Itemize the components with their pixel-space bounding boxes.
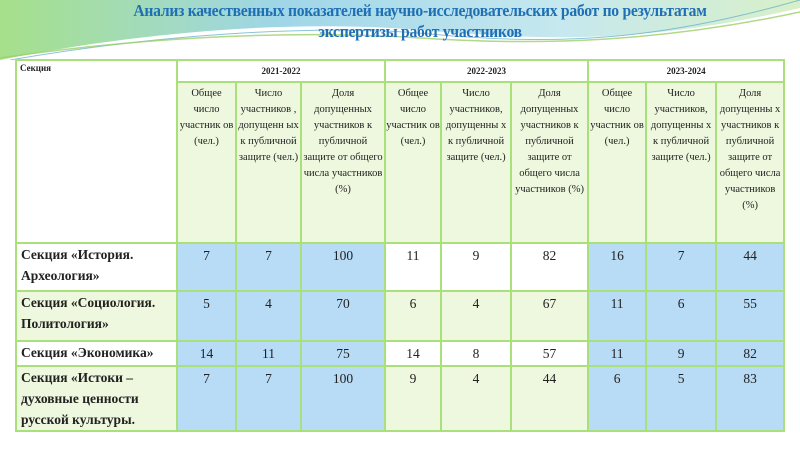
table-cell: 5 bbox=[646, 366, 716, 431]
table-cell: 5 bbox=[177, 291, 236, 341]
column-header: Доля допущенных участников к публичной защите от общего числа участников (%) bbox=[301, 82, 385, 243]
table-row bbox=[16, 341, 784, 366]
results-table bbox=[15, 59, 785, 432]
section-name: Секция «Истоки – духовные ценности русской культуры. bbox=[16, 366, 177, 431]
table-cell: 75 bbox=[301, 341, 385, 366]
table-cell: 11 bbox=[588, 291, 646, 341]
table-cell: 7 bbox=[646, 243, 716, 291]
table-cell: 4 bbox=[441, 366, 511, 431]
title-line-1: Анализ качественных показателей научно-исследовательских работ по результатам bbox=[133, 1, 707, 20]
table-cell: 7 bbox=[236, 366, 301, 431]
table-row bbox=[16, 366, 784, 431]
column-header: Число участников, допущенны х к публичной защите (чел.) bbox=[441, 82, 511, 243]
column-header: Общее число участник ов (чел.) bbox=[588, 82, 646, 243]
table-cell: 44 bbox=[716, 243, 784, 291]
table-row bbox=[16, 243, 784, 291]
table-cell: 9 bbox=[385, 366, 441, 431]
table-cell: 14 bbox=[385, 341, 441, 366]
section-name: Секция «История. Археология» bbox=[16, 243, 177, 291]
table-cell: 4 bbox=[441, 291, 511, 341]
column-header: Общее число участник ов (чел.) bbox=[385, 82, 441, 243]
table-cell: 6 bbox=[646, 291, 716, 341]
table-cell: 100 bbox=[301, 243, 385, 291]
column-header: Число участников , допущенн ых к публичной защите (чел.) bbox=[236, 82, 301, 243]
section-name: Секция «Экономика» bbox=[16, 341, 177, 366]
table-cell: 16 bbox=[588, 243, 646, 291]
year-header: 2022-2023 bbox=[385, 60, 588, 82]
table-cell: 8 bbox=[441, 341, 511, 366]
section-column-header: Секция bbox=[16, 60, 177, 243]
year-header: 2021-2022 bbox=[177, 60, 385, 82]
table-cell: 82 bbox=[716, 341, 784, 366]
section-name: Секция «Социология. Политология» bbox=[16, 291, 177, 341]
table-cell: 67 bbox=[511, 291, 588, 341]
year-header: 2023-2024 bbox=[588, 60, 784, 82]
table-cell: 7 bbox=[177, 243, 236, 291]
table-cell: 11 bbox=[385, 243, 441, 291]
table-cell: 4 bbox=[236, 291, 301, 341]
table-row bbox=[16, 291, 784, 341]
table-cell: 11 bbox=[588, 341, 646, 366]
table-cell: 70 bbox=[301, 291, 385, 341]
table-cell: 7 bbox=[236, 243, 301, 291]
table-cell: 14 bbox=[177, 341, 236, 366]
table-cell: 7 bbox=[177, 366, 236, 431]
table-cell: 55 bbox=[716, 291, 784, 341]
table-cell: 6 bbox=[385, 291, 441, 341]
table-cell: 82 bbox=[511, 243, 588, 291]
table-cell: 9 bbox=[646, 341, 716, 366]
table-cell: 83 bbox=[716, 366, 784, 431]
table-cell: 6 bbox=[588, 366, 646, 431]
title-line-2: экспертизы работ участников bbox=[318, 22, 522, 41]
table-cell: 57 bbox=[511, 341, 588, 366]
table-cell: 11 bbox=[236, 341, 301, 366]
table-cell: 9 bbox=[441, 243, 511, 291]
table-cell: 100 bbox=[301, 366, 385, 431]
column-header: Доля допущенны х участников к публичной защите от общего числа участников (%) bbox=[716, 82, 784, 243]
column-header: Число участников, допущенны х к публичной защите (чел.) bbox=[646, 82, 716, 243]
column-header: Доля допущенных участников к публичной защите от общего числа участников (%) bbox=[511, 82, 588, 243]
year-header-row bbox=[16, 60, 784, 82]
table-cell: 44 bbox=[511, 366, 588, 431]
column-header: Общее число участник ов (чел.) bbox=[177, 82, 236, 243]
